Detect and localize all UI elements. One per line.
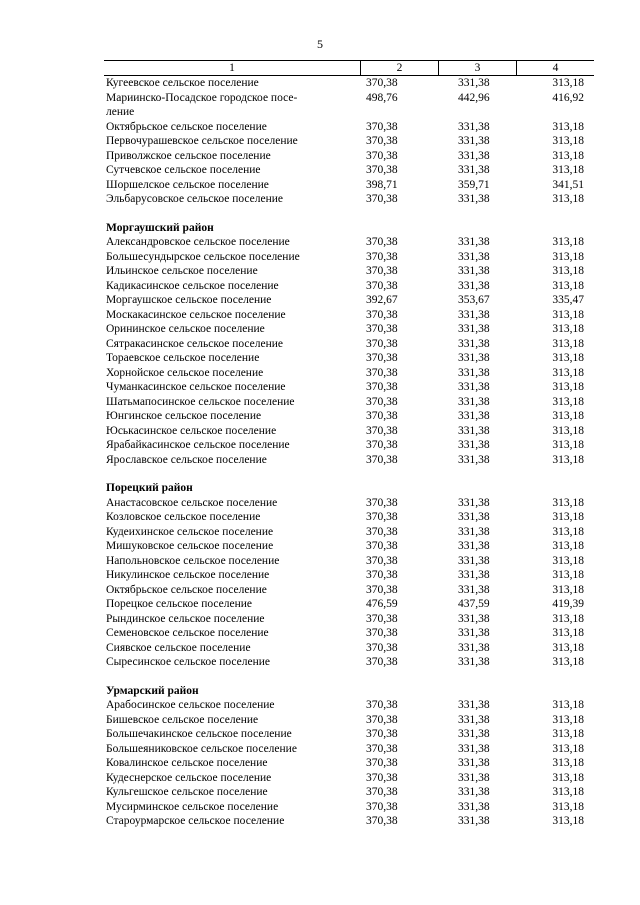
table-row: [104, 308, 594, 323]
value-v4: 313,18: [552, 366, 584, 379]
settlement-name-line: Сятракасинское сельское поселение: [106, 337, 283, 350]
value-v3: 359,71: [458, 178, 490, 191]
value-v3: 331,38: [458, 149, 490, 162]
settlement-name-line: Ковалинское сельское поселение: [106, 757, 268, 769]
value-v4: 313,18: [552, 453, 584, 466]
value-v4: 313,18: [552, 120, 584, 133]
settlement-name-line: Арабосинское сельское поселение: [106, 699, 275, 711]
settlement-name: [104, 626, 360, 641]
settlement-name-line: Мариинско-Посадское городское посе-: [106, 91, 298, 104]
settlement-name: [104, 366, 360, 381]
settlement-name-line: Шатьмапосинское сельское поселение: [106, 395, 295, 408]
table-row: [104, 583, 594, 598]
value-v2: 370,38: [366, 815, 398, 827]
value-v4: 313,18: [552, 395, 584, 408]
value-v2: 370,38: [366, 713, 398, 726]
settlement-name: [104, 163, 360, 178]
value-v3: 353,67: [458, 294, 490, 306]
table-row: [104, 453, 594, 468]
value-v2: 476,59: [366, 598, 398, 610]
value-v4: 313,18: [552, 612, 584, 625]
value-v2: 370,38: [366, 699, 398, 711]
settlement-name-line: ление: [106, 106, 135, 118]
value-v3: 331,38: [458, 352, 490, 364]
value-v4: 313,18: [552, 323, 584, 335]
settlement-name-line: Кудеснерское сельское поселение: [106, 771, 272, 784]
settlement-name: [104, 395, 360, 410]
header-col-4: 4: [516, 61, 594, 75]
value-v2: 370,38: [366, 308, 398, 321]
district-heading: Порецкий район: [106, 482, 193, 494]
value-v2: 370,38: [366, 323, 398, 335]
table-row: [104, 235, 594, 250]
settlement-name: [104, 785, 360, 800]
value-v3: 331,38: [458, 77, 490, 89]
value-v4: 313,18: [552, 554, 584, 567]
value-v3: 331,38: [458, 612, 490, 625]
value-v3: 331,38: [458, 236, 490, 248]
value-v3: 331,38: [458, 742, 490, 755]
settlement-name: [104, 641, 360, 656]
settlement-name: [104, 713, 360, 728]
value-v4: 313,18: [552, 627, 584, 639]
value-v2: 370,38: [366, 424, 398, 437]
table-row: [104, 409, 594, 424]
value-v2: 370,38: [366, 786, 398, 798]
value-v2: 370,38: [366, 496, 398, 509]
value-v4: 313,18: [552, 149, 584, 162]
settlement-name: [104, 380, 360, 395]
settlement-name-line: Октябрьское сельское поселение: [106, 120, 267, 133]
settlement-name-line: Орининское сельское поселение: [106, 323, 265, 335]
value-v4: 313,18: [552, 540, 584, 552]
settlement-name: [104, 438, 360, 453]
value-v2: 370,38: [366, 771, 398, 784]
value-v3: 331,38: [458, 627, 490, 639]
settlement-name-line: Анастасовское сельское поселение: [106, 496, 278, 509]
settlement-name-line: Рындинское сельское поселение: [106, 612, 265, 625]
table-row: [104, 322, 594, 337]
value-v3: 331,38: [458, 771, 490, 784]
table-row: [104, 539, 594, 554]
settlement-name: [104, 178, 360, 193]
value-v3: 331,38: [458, 265, 490, 277]
value-v2: 370,38: [366, 569, 398, 581]
settlement-name: [104, 235, 360, 250]
value-v4: 313,18: [552, 439, 584, 451]
table-row: [104, 554, 594, 569]
value-v2: 370,38: [366, 135, 398, 147]
value-v4: 313,18: [552, 699, 584, 711]
settlement-name: [104, 293, 360, 308]
value-v3: 331,38: [458, 395, 490, 408]
table-row: [104, 626, 594, 641]
settlement-name: [104, 424, 360, 439]
value-v2: 370,38: [366, 439, 398, 451]
value-v3: 442,96: [458, 91, 490, 104]
settlement-name: [104, 583, 360, 598]
value-v2: 370,38: [366, 410, 398, 422]
value-v2: 370,38: [366, 757, 398, 769]
settlement-name: [104, 568, 360, 583]
table-row: [104, 380, 594, 395]
settlement-name-line: Эльбарусовское сельское поселение: [106, 193, 284, 205]
settlement-name: [104, 525, 360, 540]
value-v3: 331,38: [458, 164, 490, 176]
value-v4: 341,51: [552, 178, 584, 191]
settlement-name-line: Сутчевское сельское поселение: [106, 164, 261, 176]
settlement-name-line: Мишуковское сельское поселение: [106, 540, 274, 552]
value-v3: 331,38: [458, 757, 490, 769]
settlement-name: [104, 539, 360, 554]
value-v3: 331,38: [458, 656, 490, 668]
settlement-name: [104, 250, 360, 265]
value-v4: 313,18: [552, 786, 584, 798]
value-v3: 331,38: [458, 120, 490, 133]
value-v4: 313,18: [552, 250, 584, 263]
value-v2: 370,38: [366, 366, 398, 379]
table-row: [104, 525, 594, 540]
settlement-name-line: Юськасинское сельское поселение: [106, 424, 277, 437]
table-row: [104, 120, 594, 135]
table-row: [104, 742, 594, 757]
table-row: [104, 510, 594, 525]
value-v3: 331,38: [458, 337, 490, 350]
settlement-name-line: Хорнойское сельское поселение: [106, 366, 264, 379]
settlement-name-line: Юнгинское сельское поселение: [106, 410, 262, 422]
settlement-name: [104, 279, 360, 294]
table-row: [104, 134, 594, 149]
settlement-name-line: Большеяниковское сельское поселение: [106, 742, 297, 755]
value-v2: 370,38: [366, 612, 398, 625]
settlement-name-line: Порецкое сельское поселение: [106, 598, 253, 610]
value-v2: 370,38: [366, 656, 398, 668]
value-v2: 370,38: [366, 352, 398, 364]
settlement-name-line: Мусирминское сельское поселение: [106, 800, 279, 813]
value-v3: 331,38: [458, 641, 490, 654]
settlement-name-line: Сыресинское сельское поселение: [106, 656, 271, 668]
value-v2: 370,38: [366, 395, 398, 408]
value-v2: 370,38: [366, 164, 398, 176]
table-row: [104, 496, 594, 511]
settlement-name: [104, 351, 360, 366]
table-row: [104, 814, 594, 829]
settlement-name: [104, 742, 360, 757]
settlement-name: [104, 192, 360, 207]
settlement-name: [104, 727, 360, 742]
value-v3: 331,38: [458, 800, 490, 813]
value-v4: 313,18: [552, 135, 584, 147]
settlement-name-line: Никулинское сельское поселение: [106, 569, 270, 581]
settlement-name-line: Тораевское сельское поселение: [106, 352, 260, 364]
value-v3: 331,38: [458, 366, 490, 379]
settlement-name-line: Сиявское сельское поселение: [106, 641, 251, 654]
settlement-name: [104, 264, 360, 279]
settlement-name: [104, 612, 360, 627]
value-v3: 331,38: [458, 496, 490, 509]
settlement-name-line: Приволжское сельское поселение: [106, 149, 271, 162]
value-v4: 313,18: [552, 757, 584, 769]
value-v2: 370,38: [366, 627, 398, 639]
settlement-name: [104, 698, 360, 713]
header-col-2: 2: [360, 61, 438, 75]
value-v3: 331,38: [458, 554, 490, 567]
settlement-name: [104, 91, 360, 120]
settlement-name: [104, 655, 360, 670]
value-v4: 313,18: [552, 279, 584, 292]
value-v4: 313,18: [552, 815, 584, 827]
value-v2: 370,38: [366, 193, 398, 205]
value-v4: 313,18: [552, 77, 584, 89]
settlement-name: [104, 337, 360, 352]
value-v4: 313,18: [552, 641, 584, 654]
table-row: [104, 698, 594, 713]
value-v3: 331,38: [458, 439, 490, 451]
value-v3: 437,59: [458, 598, 490, 610]
tariff-table: [104, 60, 594, 829]
value-v2: 370,38: [366, 120, 398, 133]
settlement-name-line: Первочурашевское сельское поселение: [106, 135, 298, 147]
table-row: [104, 149, 594, 164]
value-v3: 331,38: [458, 135, 490, 147]
value-v3: 331,38: [458, 511, 490, 523]
value-v2: 498,76: [366, 91, 398, 104]
value-v2: 370,38: [366, 381, 398, 393]
table-row: [104, 366, 594, 381]
value-v3: 331,38: [458, 786, 490, 798]
settlement-name-line: Ярабайкасинское сельское поселение: [106, 439, 290, 451]
value-v3: 331,38: [458, 525, 490, 538]
table-row: [104, 264, 594, 279]
table-row: [104, 163, 594, 178]
settlement-name: [104, 322, 360, 337]
table-row: [104, 641, 594, 656]
value-v2: 370,38: [366, 279, 398, 292]
table-row: [104, 76, 594, 91]
settlement-name-line: Александровское сельское поселение: [106, 236, 290, 248]
value-v3: 331,38: [458, 193, 490, 205]
value-v2: 392,67: [366, 294, 398, 306]
value-v3: 331,38: [458, 250, 490, 263]
value-v3: 331,38: [458, 728, 490, 740]
value-v4: 313,18: [552, 713, 584, 726]
value-v4: 313,18: [552, 771, 584, 784]
settlement-name-line: Староурмарское сельское поселение: [106, 815, 285, 827]
settlement-name: [104, 453, 360, 468]
district-heading: Моргаушский район: [106, 221, 214, 234]
value-v2: 370,38: [366, 554, 398, 567]
settlement-name: [104, 814, 360, 829]
value-v4: 313,18: [552, 656, 584, 668]
settlement-name-line: Кугеевское сельское поселение: [106, 77, 259, 89]
value-v4: 335,47: [552, 294, 584, 306]
page-number: 5: [317, 37, 323, 51]
header-col-1: 1: [229, 62, 235, 74]
value-v3: 331,38: [458, 381, 490, 393]
settlement-name-line: Шоршелское сельское поселение: [106, 178, 269, 191]
settlement-name-line: Ярославское сельское поселение: [106, 453, 267, 466]
settlement-name: [104, 149, 360, 164]
value-v4: 313,18: [552, 511, 584, 523]
settlement-name-line: Напольновское сельское поселение: [106, 554, 280, 567]
value-v4: 313,18: [552, 352, 584, 364]
value-v2: 398,71: [366, 178, 398, 191]
settlement-name: [104, 76, 360, 91]
value-v3: 331,38: [458, 583, 490, 596]
table-row: [104, 756, 594, 771]
value-v2: 370,38: [366, 641, 398, 654]
settlement-name-line: Большечакинское сельское поселение: [106, 728, 292, 740]
value-v4: 313,18: [552, 381, 584, 393]
table-row: [104, 727, 594, 742]
table-row: [104, 178, 594, 193]
value-v2: 370,38: [366, 742, 398, 755]
table-row: [104, 91, 594, 120]
value-v2: 370,38: [366, 77, 398, 89]
value-v2: 370,38: [366, 337, 398, 350]
value-v4: 313,18: [552, 496, 584, 509]
value-v4: 313,18: [552, 525, 584, 538]
value-v3: 331,38: [458, 279, 490, 292]
settlement-name: [104, 510, 360, 525]
table-row: [104, 351, 594, 366]
value-v3: 331,38: [458, 308, 490, 321]
table-row: [104, 293, 594, 308]
table-row: [104, 771, 594, 786]
settlement-name-line: Кудеихинское сельское поселение: [106, 525, 274, 538]
settlement-name-line: Семеновское сельское поселение: [106, 627, 269, 639]
value-v4: 313,18: [552, 800, 584, 813]
table-row: [104, 279, 594, 294]
value-v2: 370,38: [366, 149, 398, 162]
table-row: [104, 785, 594, 800]
value-v4: 313,18: [552, 337, 584, 350]
value-v4: 313,18: [552, 308, 584, 321]
value-v3: 331,38: [458, 713, 490, 726]
settlement-name: [104, 409, 360, 424]
table-row: [104, 395, 594, 410]
value-v2: 370,38: [366, 453, 398, 466]
value-v4: 313,18: [552, 410, 584, 422]
table-row: [104, 250, 594, 265]
value-v4: 313,18: [552, 424, 584, 437]
value-v2: 370,38: [366, 236, 398, 248]
settlement-name: [104, 134, 360, 149]
district-heading: Урмарский район: [106, 684, 199, 697]
value-v2: 370,38: [366, 540, 398, 552]
value-v3: 331,38: [458, 815, 490, 827]
settlement-name: [104, 756, 360, 771]
value-v3: 331,38: [458, 453, 490, 466]
table-body: [104, 76, 594, 829]
value-v2: 370,38: [366, 728, 398, 740]
table-row: [104, 438, 594, 453]
settlement-name: [104, 496, 360, 511]
value-v4: 416,92: [552, 91, 584, 104]
value-v3: 331,38: [458, 323, 490, 335]
settlement-name: [104, 597, 360, 612]
settlement-name: [104, 308, 360, 323]
value-v3: 331,38: [458, 569, 490, 581]
value-v4: 313,18: [552, 583, 584, 596]
table-row: [104, 612, 594, 627]
value-v2: 370,38: [366, 511, 398, 523]
table-row: [104, 192, 594, 207]
settlement-name-line: Бишевское сельское поселение: [106, 713, 259, 726]
table-row: [104, 568, 594, 583]
value-v4: 313,18: [552, 236, 584, 248]
value-v3: 331,38: [458, 424, 490, 437]
table-row: [104, 424, 594, 439]
settlement-name-line: Кадикасинское сельское поселение: [106, 279, 279, 292]
value-v4: 313,18: [552, 164, 584, 176]
settlement-name-line: Чуманкасинское сельское поселение: [106, 381, 286, 393]
value-v4: 313,18: [552, 569, 584, 581]
value-v3: 331,38: [458, 699, 490, 711]
table-header: [104, 60, 594, 76]
settlement-name-line: Октябрьское сельское поселение: [106, 583, 267, 596]
settlement-name-line: Козловское сельское поселение: [106, 511, 261, 523]
settlement-name-line: Кульгешское сельское поселение: [106, 786, 268, 798]
settlement-name: [104, 800, 360, 815]
value-v4: 313,18: [552, 265, 584, 277]
value-v2: 370,38: [366, 250, 398, 263]
value-v3: 331,38: [458, 410, 490, 422]
settlement-name: [104, 554, 360, 569]
table-row: [104, 655, 594, 670]
value-v3: 331,38: [458, 540, 490, 552]
value-v4: 313,18: [552, 742, 584, 755]
table-row: [104, 337, 594, 352]
settlement-name-line: Моргаушское сельское поселение: [106, 294, 272, 306]
value-v2: 370,38: [366, 800, 398, 813]
settlement-name-line: Большесундырское сельское поселение: [106, 250, 300, 263]
value-v4: 313,18: [552, 728, 584, 740]
value-v2: 370,38: [366, 583, 398, 596]
value-v2: 370,38: [366, 265, 398, 277]
table-row: [104, 597, 594, 612]
settlement-name: [104, 120, 360, 135]
header-col-3: 3: [438, 61, 516, 75]
value-v2: 370,38: [366, 525, 398, 538]
value-v4: 419,39: [552, 598, 584, 610]
settlement-name-line: Ильинское сельское поселение: [106, 265, 258, 277]
value-v4: 313,18: [552, 193, 584, 205]
table-row: [104, 713, 594, 728]
settlement-name-line: Москакасинское сельское поселение: [106, 308, 286, 321]
table-row: [104, 800, 594, 815]
settlement-name: [104, 771, 360, 786]
